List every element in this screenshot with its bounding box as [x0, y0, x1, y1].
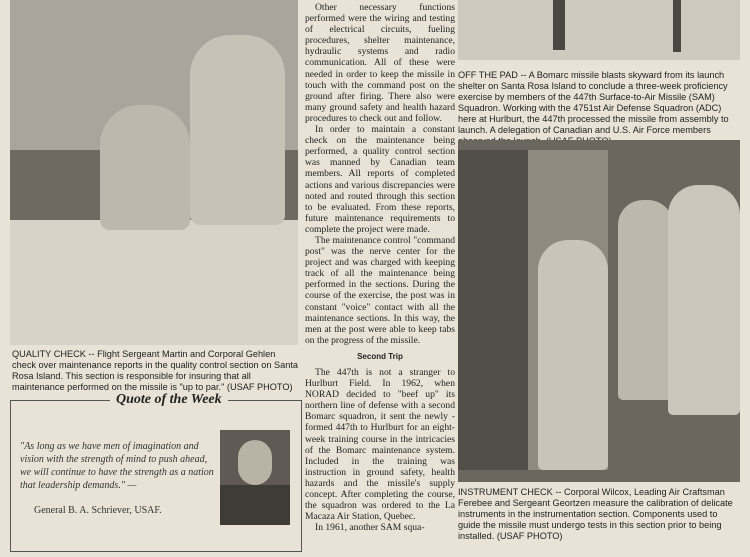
instrument-panel-1: [458, 150, 528, 470]
instrument-check-caption: INSTRUMENT CHECK -- Corporal Wilcox, Leading Air Craftsman Ferebee and Sergeant Geortzen measure the calibration of delicate instruments in the instrumentation section. Components used to guide the missile must undergo tests in this section prior to being installed. (USAF PHOTO): [458, 487, 733, 541]
photo-person-phone: [538, 240, 608, 470]
missile-smoke: [553, 0, 565, 50]
launch-tower: [673, 0, 681, 52]
article-paragraph-2: In order to maintain a constant check on the maintenance being performed, a quality control section was manned by Canadian team members. All reports of completed actions and various discrepancies were noted and routed through this section to be evaluated. From these reports, future maintenance requirements to complete the project were made.: [305, 124, 455, 235]
article-paragraph-4: The 447th is not a stranger to Hurlburt Field. In 1962, when NORAD decided to "beef up" its northern line of defense with a second Bomarc squadron, it sent the newly - formed 447th to Hurlburt for an eight-week training course in the intricacies of the Bomarc maintenance system. Included in the training was instruction in ground safety, health hazards and the missile's supply concept. After completing the course, the squadron was ordered to the La Macaza Air Station, Quebec.: [305, 367, 455, 523]
quote-text: "As long as we have men of imagination and vision with the strength of mind to push ahead, we will continue to have the strength as a nation that leadership demands." —: [20, 441, 214, 491]
photo-desk: [10, 220, 298, 345]
article-subhead: Second Trip: [357, 351, 403, 361]
off-the-pad-photo: [458, 0, 740, 60]
photo-person-2: [190, 35, 285, 225]
article-paragraph-1: Other necessary functions performed were the wiring and testing of electrical circuits, fueling procedures, shelter maintenance, hydraulic systems and radio communication. All of these were needed in order to keep the missile in touch with the command post on the ground after firing. There also were many ground safety and health hazard procedures to check out and follow.: [305, 2, 455, 124]
photo-person-right: [668, 185, 740, 415]
schriever-portrait: [220, 430, 290, 525]
article-paragraph-3: The maintenance control "command post" was the nerve center for the project and was charged with keeping track of all the maintenance being performed in the sections. During the course of the exercise, the post was in constant "voice" contact with all the maintenance sections. In this way, the men at the post were able to keep tabs on the progress of the missile.: [305, 234, 455, 346]
article-paragraph-5: In 1961, another SAM squa-: [315, 522, 425, 534]
portrait-face: [238, 440, 272, 485]
quote-attribution: General B. A. Schriever, USAF.: [34, 505, 162, 516]
quality-check-caption: QUALITY CHECK -- Flight Sergeant Martin and Corporal Gehlen check over maintenance reports in the quality control section on Santa Rosa Island. This section is responsible for insuring that all maintenance performed on the missile is "up to par." (USAF PHOTO): [12, 349, 298, 392]
photo-person-middle: [618, 200, 673, 400]
portrait-body: [220, 485, 290, 525]
article-column: [305, 2, 455, 533]
off-the-pad-caption: OFF THE PAD -- A Bomarc missile blasts skyward from its launch shelter on Santa Rosa Island to conclude a three-week proficiency exercise by members of the 447th Surface-to-Air Missile (SAM) Squadron. Working with the 4751st Air Defense Squadron (ADC) here at Hurlburt, the 447th processed the missile from assembly to launch. A delegation of Canadian and U.S. Air Force members: [458, 70, 729, 135]
quality-check-photo: [10, 0, 298, 345]
instrument-check-photo: [458, 140, 740, 482]
photo-person-1: [100, 105, 190, 230]
quote-title: Quote of the Week: [110, 392, 228, 408]
